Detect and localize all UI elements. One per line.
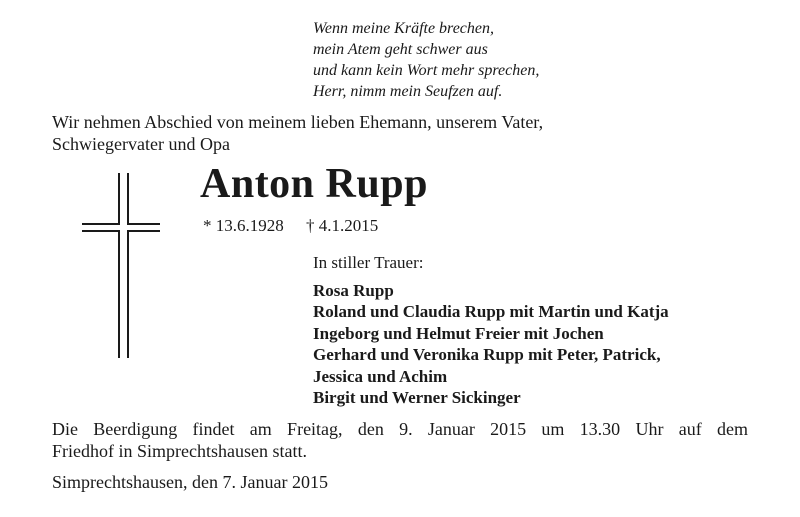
mourners — [313, 252, 669, 409]
intro-line: Schwiegervater und Opa — [52, 134, 230, 154]
poem-line: Wenn meine Kräfte brechen, — [313, 20, 494, 37]
mourner-entry: Jessica und Achim — [313, 366, 448, 386]
mourner-entry: Rosa Rupp — [313, 280, 394, 300]
intro-text — [52, 111, 772, 155]
death-date: † 4.1.2015 — [306, 216, 379, 235]
funeral-line: Die Beerdigung findet am Freitag, den 9. Januar 2015 um 13.30 Uhr auf dem — [52, 419, 748, 439]
mourners-label: In stiller Trauer: — [313, 253, 424, 272]
place-and-date: Simprechtshausen, den 7. Januar 2015 — [52, 472, 328, 492]
poem-line: Herr, nimm mein Seufzen auf. — [313, 83, 503, 100]
cross-junction — [120, 223, 127, 232]
mourner-entry: Roland und Claudia Rupp mit Martin und Katja — [313, 302, 669, 321]
poem-line: mein Atem geht schwer aus — [313, 41, 488, 58]
poem-line: und kann kein Wort mehr sprechen, — [313, 62, 540, 79]
deceased-name: Anton Rupp — [200, 161, 428, 207]
life-dates — [203, 216, 396, 236]
funeral-notice — [52, 418, 748, 462]
mourner-entry: Birgit und Werner Sickinger — [313, 388, 521, 407]
mourner-entry: Ingeborg und Helmut Freier mit Jochen — [313, 323, 604, 343]
intro-line: Wir nehmen Abschied von meinem lieben Ehemann, unserem Vater, — [52, 112, 544, 132]
poem — [313, 18, 539, 102]
mourner-entry: Gerhard und Veronika Rupp mit Peter, Patrick, — [313, 345, 661, 364]
birth-date: * 13.6.1928 — [203, 216, 284, 235]
cross-icon — [82, 173, 162, 358]
cross-vertical-bar — [118, 173, 129, 358]
mourners-list — [313, 280, 669, 409]
funeral-line: Friedhof in Simprechtshausen statt. — [52, 441, 307, 461]
